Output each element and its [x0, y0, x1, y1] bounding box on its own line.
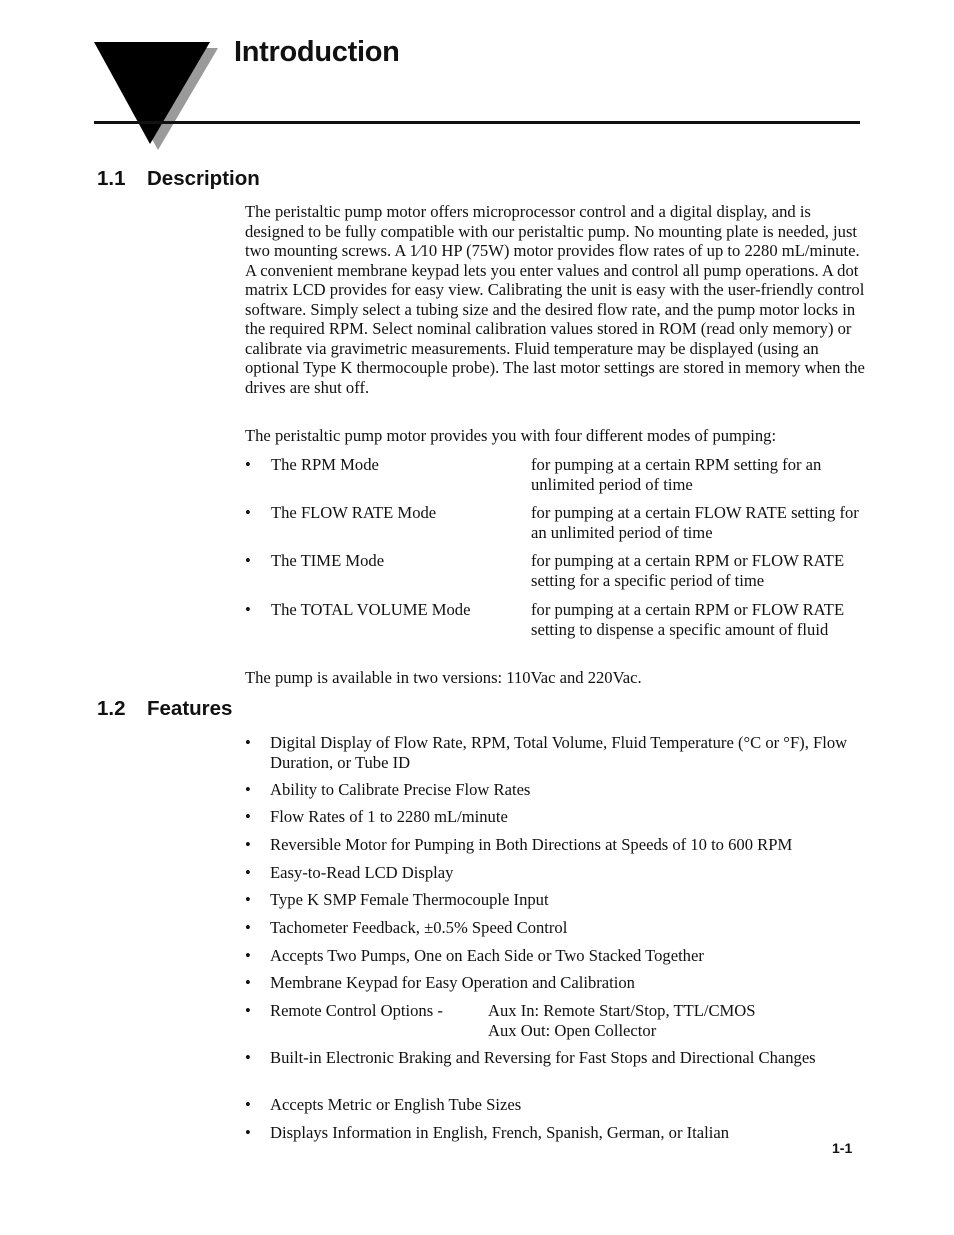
bullet-icon: • — [245, 780, 251, 799]
bullet-icon: • — [245, 918, 251, 937]
remote-control-label: Remote Control Options - — [270, 1001, 443, 1020]
mode-description: for pumping at a certain RPM or FLOW RATE setting for a specific period of time — [531, 551, 845, 590]
section-number: 1.2 — [97, 697, 126, 720]
description-paragraph-2: The peristaltic pump motor provides you with four different modes of pumping: — [245, 426, 777, 445]
chapter-triangle-mark — [92, 40, 222, 152]
feature-text: Accepts Metric or English Tube Sizes — [270, 1095, 522, 1114]
bullet-icon: • — [245, 1123, 251, 1142]
bullet-icon: • — [245, 863, 251, 882]
feature-text: Membrane Keypad for Easy Operation and Calibration — [270, 973, 635, 992]
page-number: 1-1 — [832, 1140, 853, 1156]
feature-text: Tachometer Feedback, ±0.5% Speed Control — [270, 918, 568, 937]
bullet-icon: • — [245, 890, 251, 909]
section-heading-features — [97, 697, 232, 721]
mode-name: The FLOW RATE Mode — [271, 503, 437, 522]
feature-text: Built-in Electronic Braking and Reversing for Fast Stops and Directional Changes — [270, 1048, 816, 1067]
description-paragraph-1: The peristaltic pump motor offers microprocessor control and a digital display, and is designed to be fully compatible with our peristaltic pump. No mounting plate is needed, just two mounting screws. A 1⁄10 HP (75W) motor provides flow rates of up to 2280 mL/minute. A convenient membrane keypad lets you enter values and control all pump operations. A dot matrix LCD provides for easy view. Calibrating the unit is easy with the user-friendly control software. Simply select a tubing size and the desired flow rate, and the pump motor locks in the required RPM. Select nominal calibration values stored in ROM (read only memory) or calibrate via gravimetric measurements. Fluid temperature may be displayed (using an optional Type K thermocouple probe). The last motor settings are stored in memory when the drives are shut off. — [245, 202, 865, 397]
triangle-fill — [94, 42, 210, 144]
mode-description: for pumping at a certain RPM setting for an unlimited period of time — [531, 455, 822, 494]
mode-description: for pumping at a certain FLOW RATE setting for an unlimited period of time — [531, 503, 859, 542]
bullet-icon: • — [245, 503, 251, 522]
bullet-icon: • — [245, 946, 251, 965]
feature-text: Flow Rates of 1 to 2280 mL/minute — [270, 807, 508, 826]
mode-description: for pumping at a certain RPM or FLOW RATE setting to dispense a specific amount of fluid — [531, 600, 845, 639]
feature-text: Displays Information in English, French, Spanish, German, or Italian — [270, 1123, 730, 1142]
feature-text: Digital Display of Flow Rate, RPM, Total Volume, Fluid Temperature (°C or °F), Flow Duration, or Tube ID — [270, 733, 848, 772]
description-paragraph-block — [245, 202, 865, 397]
feature-text: Ability to Calibrate Precise Flow Rates — [270, 780, 531, 799]
aux-in-text: Aux In: Remote Start/Stop, TTL/CMOS — [488, 1001, 756, 1020]
bullet-icon: • — [245, 835, 251, 854]
bullet-icon: • — [245, 455, 251, 474]
mode-name: The RPM Mode — [271, 455, 379, 474]
section-title: Features — [147, 697, 233, 720]
header-rule — [94, 121, 860, 124]
modes-intro-block — [245, 426, 865, 446]
feature-text: Reversible Motor for Pumping in Both Directions at Speeds of 10 to 600 RPM — [270, 835, 793, 854]
remote-control-options — [488, 1001, 868, 1040]
section-title: Description — [147, 167, 260, 190]
section-heading-description — [97, 167, 260, 191]
mode-name: The TOTAL VOLUME Mode — [271, 600, 471, 619]
mode-name: The TIME Mode — [271, 551, 385, 570]
section-number: 1.1 — [97, 167, 126, 190]
feature-text: Type K SMP Female Thermocouple Input — [270, 890, 549, 909]
bullet-icon: • — [245, 1001, 251, 1020]
bullet-icon: • — [245, 1048, 251, 1067]
bullet-icon: • — [245, 807, 251, 826]
bullet-icon: • — [245, 973, 251, 992]
versions-block — [245, 668, 865, 688]
feature-text: Accepts Two Pumps, One on Each Side or Two Stacked Together — [270, 946, 704, 965]
feature-text: Easy-to-Read LCD Display — [270, 863, 454, 882]
bullet-icon: • — [245, 1095, 251, 1114]
bullet-icon: • — [245, 733, 251, 752]
bullet-icon: • — [245, 551, 251, 570]
bullet-icon: • — [245, 600, 251, 619]
chapter-title: Introduction — [234, 36, 400, 68]
aux-out-text: Aux Out: Open Collector — [488, 1020, 657, 1040]
description-paragraph-3: The pump is available in two versions: 110Vac and 220Vac. — [245, 668, 642, 687]
